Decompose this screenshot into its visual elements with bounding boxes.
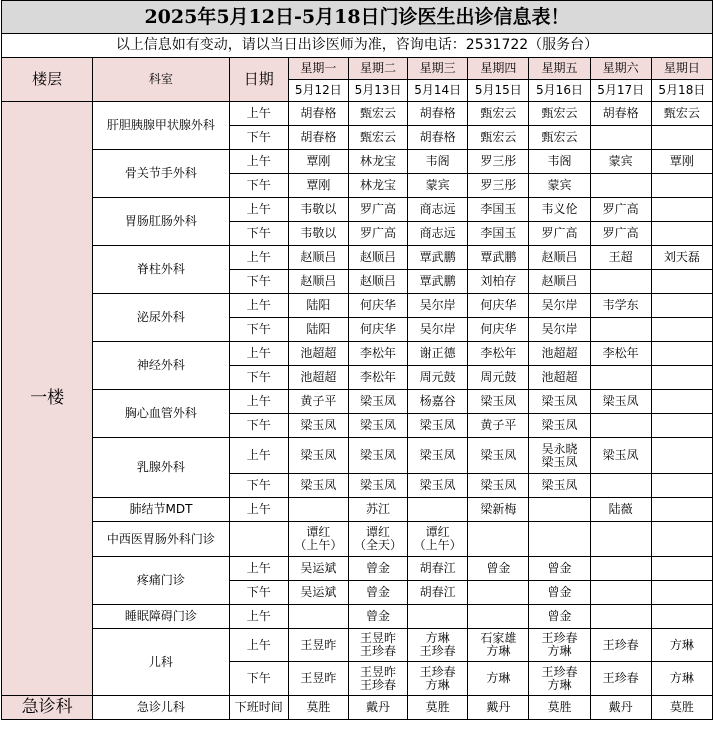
period-label: 下午 bbox=[229, 414, 288, 438]
doctor-cell: 吴运斌 bbox=[288, 557, 348, 581]
doctor-cell: 赵顺吕 bbox=[348, 270, 407, 294]
header-floor: 楼层 bbox=[2, 58, 93, 102]
doctor-cell: 李松年 bbox=[590, 342, 651, 366]
doctor-cell: 赵顺吕 bbox=[288, 270, 348, 294]
period-label: 下午 bbox=[229, 581, 288, 605]
period-label: 上午 bbox=[229, 498, 288, 522]
doctor-cell: 杨嘉谷 bbox=[408, 390, 468, 414]
doctor-cell: 罗广高 bbox=[529, 222, 590, 246]
doctor-cell: 韦阁 bbox=[408, 150, 468, 174]
doctor-cell: 池超超 bbox=[529, 342, 590, 366]
doctor-cell: 甄宏云 bbox=[468, 126, 529, 150]
doctor-cell: 莫胜 bbox=[288, 696, 348, 720]
doctor-cell bbox=[651, 126, 712, 150]
doctor-cell bbox=[590, 366, 651, 390]
header-dept: 科室 bbox=[93, 58, 229, 102]
doctor-cell bbox=[651, 174, 712, 198]
doctor-cell: 梁玉凤 bbox=[408, 438, 468, 474]
day-date: 5月18日 bbox=[651, 80, 712, 102]
doctor-cell: 覃武鹏 bbox=[408, 270, 468, 294]
doctor-cell: 梁玉凤 bbox=[348, 390, 407, 414]
doctor-cell: 梁玉凤 bbox=[288, 474, 348, 498]
doctor-cell: 陆薇 bbox=[590, 498, 651, 522]
period-label: 上午 bbox=[229, 246, 288, 270]
doctor-cell: 甄宏云 bbox=[529, 126, 590, 150]
period-label: 上午 bbox=[229, 294, 288, 318]
doctor-cell: 胡春格 bbox=[288, 102, 348, 126]
doctor-cell: 戴丹 bbox=[590, 696, 651, 720]
schedule-table bbox=[1, 0, 713, 720]
doctor-cell: 方琳 bbox=[651, 662, 712, 696]
doctor-cell bbox=[288, 498, 348, 522]
doctor-cell: 梁玉凤 bbox=[348, 474, 407, 498]
doctor-cell bbox=[590, 126, 651, 150]
doctor-cell: 罗广高 bbox=[348, 198, 407, 222]
doctor-cell: 苏江 bbox=[348, 498, 407, 522]
dept-name: 中西医胃肠外科门诊 bbox=[93, 522, 229, 557]
doctor-cell: 梁玉凤 bbox=[590, 390, 651, 414]
doctor-cell: 赵顺吕 bbox=[348, 246, 407, 270]
doctor-cell: 梁玉凤 bbox=[408, 474, 468, 498]
doctor-cell: 胡春格 bbox=[408, 102, 468, 126]
doctor-cell: 梁玉凤 bbox=[529, 390, 590, 414]
period-label: 下午 bbox=[229, 318, 288, 342]
doctor-cell: 胡春格 bbox=[288, 126, 348, 150]
doctor-cell: 甄宏云 bbox=[348, 102, 407, 126]
doctor-cell: 蒙宾 bbox=[590, 150, 651, 174]
doctor-cell: 李松年 bbox=[348, 366, 407, 390]
dept-name: 神经外科 bbox=[93, 342, 229, 390]
doctor-cell: 商志远 bbox=[408, 198, 468, 222]
doctor-cell: 刘柏存 bbox=[468, 270, 529, 294]
doctor-cell: 吴尔岸 bbox=[529, 318, 590, 342]
doctor-cell: 梁玉凤 bbox=[529, 474, 590, 498]
doctor-cell: 罗广高 bbox=[590, 222, 651, 246]
doctor-cell: 王超 bbox=[590, 246, 651, 270]
doctor-cell bbox=[651, 318, 712, 342]
doctor-cell: 王昱昨 王珍春 bbox=[348, 629, 407, 662]
doctor-cell bbox=[651, 342, 712, 366]
doctor-cell: 胡春格 bbox=[590, 102, 651, 126]
doctor-cell bbox=[468, 605, 529, 629]
doctor-cell bbox=[590, 474, 651, 498]
doctor-cell: 池超超 bbox=[288, 366, 348, 390]
doctor-cell: 梁玉凤 bbox=[468, 438, 529, 474]
doctor-cell: 谭红 （上午） bbox=[288, 522, 348, 557]
doctor-cell: 蒙宾 bbox=[529, 174, 590, 198]
doctor-cell: 梁玉凤 bbox=[288, 414, 348, 438]
doctor-cell: 陆阳 bbox=[288, 294, 348, 318]
doctor-cell: 吴尔岸 bbox=[529, 294, 590, 318]
doctor-cell: 梁新梅 bbox=[468, 498, 529, 522]
page-title: 2025年5月12日-5月18日门诊医生出诊信息表！ bbox=[2, 1, 713, 34]
doctor-cell: 何庆华 bbox=[348, 294, 407, 318]
doctor-cell: 覃武鹏 bbox=[408, 246, 468, 270]
doctor-cell: 戴丹 bbox=[348, 696, 407, 720]
doctor-cell: 韦敬以 bbox=[288, 222, 348, 246]
doctor-cell: 莫胜 bbox=[651, 696, 712, 720]
doctor-cell: 胡春江 bbox=[408, 557, 468, 581]
doctor-cell: 李松年 bbox=[468, 342, 529, 366]
doctor-cell: 梁玉凤 bbox=[468, 474, 529, 498]
period-label: 上午 bbox=[229, 342, 288, 366]
doctor-cell: 曾金 bbox=[529, 605, 590, 629]
doctor-cell: 梁玉凤 bbox=[348, 414, 407, 438]
doctor-cell: 王昱昨 王珍春 bbox=[348, 662, 407, 696]
doctor-cell bbox=[651, 414, 712, 438]
doctor-cell: 韦学东 bbox=[590, 294, 651, 318]
doctor-cell: 曾金 bbox=[348, 557, 407, 581]
doctor-cell: 方琳 bbox=[468, 662, 529, 696]
doctor-cell: 罗广高 bbox=[590, 198, 651, 222]
doctor-cell: 谭红 （上午） bbox=[408, 522, 468, 557]
day-name: 星期四 bbox=[468, 58, 529, 80]
doctor-cell: 韦义伦 bbox=[529, 198, 590, 222]
period-label: 上午 bbox=[229, 438, 288, 474]
day-name: 星期日 bbox=[651, 58, 712, 80]
doctor-cell: 池超超 bbox=[529, 366, 590, 390]
doctor-cell: 覃武鹏 bbox=[468, 246, 529, 270]
doctor-cell bbox=[651, 474, 712, 498]
doctor-cell bbox=[590, 270, 651, 294]
doctor-cell bbox=[590, 581, 651, 605]
day-date: 5月16日 bbox=[529, 80, 590, 102]
period-label: 上午 bbox=[229, 102, 288, 126]
doctor-cell bbox=[590, 557, 651, 581]
doctor-cell: 谢正德 bbox=[408, 342, 468, 366]
doctor-cell bbox=[468, 581, 529, 605]
doctor-cell: 王珍春 方琳 bbox=[529, 629, 590, 662]
doctor-cell: 蒙宾 bbox=[408, 174, 468, 198]
period-label: 上午 bbox=[229, 557, 288, 581]
doctor-cell: 林龙宝 bbox=[348, 150, 407, 174]
day-name: 星期三 bbox=[408, 58, 468, 80]
dept-name: 胃肠肛肠外科 bbox=[93, 198, 229, 246]
doctor-cell: 赵顺吕 bbox=[288, 246, 348, 270]
day-name: 星期二 bbox=[348, 58, 407, 80]
doctor-cell: 罗广高 bbox=[348, 222, 407, 246]
doctor-cell: 覃刚 bbox=[288, 174, 348, 198]
doctor-cell: 李松年 bbox=[348, 342, 407, 366]
day-name: 星期六 bbox=[590, 58, 651, 80]
doctor-cell bbox=[590, 318, 651, 342]
period-label: 上午 bbox=[229, 198, 288, 222]
doctor-cell: 莫胜 bbox=[408, 696, 468, 720]
day-date: 5月12日 bbox=[288, 80, 348, 102]
doctor-cell: 方琳 王珍春 bbox=[408, 629, 468, 662]
dept-name: 肺结节MDT bbox=[93, 498, 229, 522]
doctor-cell: 李国玉 bbox=[468, 222, 529, 246]
period-label: 上午 bbox=[229, 150, 288, 174]
day-date: 5月17日 bbox=[590, 80, 651, 102]
period-label: 下午 bbox=[229, 366, 288, 390]
doctor-cell: 方琳 bbox=[651, 629, 712, 662]
doctor-cell bbox=[651, 522, 712, 557]
doctor-cell bbox=[651, 438, 712, 474]
doctor-cell: 戴丹 bbox=[468, 696, 529, 720]
doctor-cell: 甄宏云 bbox=[529, 102, 590, 126]
doctor-cell bbox=[651, 390, 712, 414]
doctor-cell bbox=[651, 270, 712, 294]
doctor-cell: 甄宏云 bbox=[468, 102, 529, 126]
floor-label: 急诊科 bbox=[2, 696, 93, 720]
doctor-cell: 池超超 bbox=[288, 342, 348, 366]
period-label: 上午 bbox=[229, 605, 288, 629]
doctor-cell: 梁玉凤 bbox=[288, 438, 348, 474]
dept-name: 胸心血管外科 bbox=[93, 390, 229, 438]
doctor-cell bbox=[590, 522, 651, 557]
doctor-cell: 胡春江 bbox=[408, 581, 468, 605]
doctor-cell: 李国玉 bbox=[468, 198, 529, 222]
doctor-cell: 赵顺吕 bbox=[529, 246, 590, 270]
doctor-cell bbox=[529, 522, 590, 557]
doctor-cell bbox=[590, 174, 651, 198]
doctor-cell: 甄宏云 bbox=[348, 126, 407, 150]
doctor-cell: 周元鼓 bbox=[408, 366, 468, 390]
doctor-cell: 覃刚 bbox=[288, 150, 348, 174]
doctor-cell: 黄子平 bbox=[468, 414, 529, 438]
period-label: 上午 bbox=[229, 629, 288, 662]
day-name: 星期五 bbox=[529, 58, 590, 80]
doctor-cell: 刘天磊 bbox=[651, 246, 712, 270]
doctor-cell: 罗三彤 bbox=[468, 174, 529, 198]
dept-name: 乳腺外科 bbox=[93, 438, 229, 498]
doctor-cell: 覃刚 bbox=[651, 150, 712, 174]
doctor-cell bbox=[408, 498, 468, 522]
dept-name: 睡眠障碍门诊 bbox=[93, 605, 229, 629]
doctor-cell bbox=[651, 366, 712, 390]
doctor-cell bbox=[651, 581, 712, 605]
doctor-cell: 石家雄 方琳 bbox=[468, 629, 529, 662]
doctor-cell: 何庆华 bbox=[468, 294, 529, 318]
dept-name: 疼痛门诊 bbox=[93, 557, 229, 605]
doctor-cell: 曾金 bbox=[529, 581, 590, 605]
day-name: 星期一 bbox=[288, 58, 348, 80]
doctor-cell: 林龙宝 bbox=[348, 174, 407, 198]
doctor-cell: 曾金 bbox=[468, 557, 529, 581]
doctor-cell: 商志远 bbox=[408, 222, 468, 246]
period-label: 下午 bbox=[229, 174, 288, 198]
doctor-cell: 何庆华 bbox=[468, 318, 529, 342]
header-date: 日期 bbox=[229, 58, 288, 102]
day-date: 5月14日 bbox=[408, 80, 468, 102]
doctor-cell: 韦敬以 bbox=[288, 198, 348, 222]
period-label: 下午 bbox=[229, 662, 288, 696]
doctor-cell bbox=[468, 522, 529, 557]
doctor-cell: 罗三彤 bbox=[468, 150, 529, 174]
doctor-cell: 赵顺吕 bbox=[529, 270, 590, 294]
doctor-cell bbox=[590, 414, 651, 438]
dept-name: 肝胆胰腺甲状腺外科 bbox=[93, 102, 229, 150]
doctor-cell: 王珍春 bbox=[590, 662, 651, 696]
doctor-cell: 王珍春 方琳 bbox=[529, 662, 590, 696]
doctor-cell: 吴尔岸 bbox=[408, 318, 468, 342]
notice-text: 以上信息如有变动，请以当日出诊医师为准，咨询电话：2531722（服务台） bbox=[2, 34, 713, 58]
doctor-cell: 周元鼓 bbox=[468, 366, 529, 390]
day-date: 5月13日 bbox=[348, 80, 407, 102]
doctor-cell: 梁玉凤 bbox=[408, 414, 468, 438]
period-label: 下午 bbox=[229, 222, 288, 246]
doctor-cell: 吴尔岸 bbox=[408, 294, 468, 318]
dept-name: 急诊儿科 bbox=[93, 696, 229, 720]
doctor-cell: 谭红 （全天） bbox=[348, 522, 407, 557]
dept-name: 脊柱外科 bbox=[93, 246, 229, 294]
doctor-cell bbox=[590, 605, 651, 629]
doctor-cell bbox=[408, 605, 468, 629]
doctor-cell: 梁玉凤 bbox=[529, 414, 590, 438]
doctor-cell bbox=[651, 294, 712, 318]
doctor-cell bbox=[288, 605, 348, 629]
doctor-cell: 吴运斌 bbox=[288, 581, 348, 605]
doctor-cell: 韦阁 bbox=[529, 150, 590, 174]
doctor-cell: 胡春格 bbox=[408, 126, 468, 150]
doctor-cell: 黄子平 bbox=[288, 390, 348, 414]
doctor-cell: 何庆华 bbox=[348, 318, 407, 342]
doctor-cell: 王昱昨 bbox=[288, 629, 348, 662]
doctor-cell: 甄宏云 bbox=[651, 102, 712, 126]
doctor-cell: 曾金 bbox=[348, 605, 407, 629]
doctor-cell: 曾金 bbox=[348, 581, 407, 605]
doctor-cell bbox=[651, 498, 712, 522]
doctor-cell: 曾金 bbox=[529, 557, 590, 581]
doctor-cell bbox=[651, 557, 712, 581]
doctor-cell: 吴永晓 梁玉凤 bbox=[529, 438, 590, 474]
doctor-cell: 陆阳 bbox=[288, 318, 348, 342]
dept-name: 儿科 bbox=[93, 629, 229, 696]
day-date: 5月15日 bbox=[468, 80, 529, 102]
period-label: 下午 bbox=[229, 126, 288, 150]
doctor-cell: 梁玉凤 bbox=[468, 390, 529, 414]
doctor-cell: 王珍春 bbox=[590, 629, 651, 662]
floor-label: 一楼 bbox=[2, 102, 93, 696]
doctor-cell bbox=[651, 222, 712, 246]
period-label bbox=[229, 522, 288, 557]
period-label: 上午 bbox=[229, 390, 288, 414]
doctor-cell bbox=[651, 198, 712, 222]
doctor-cell: 梁玉凤 bbox=[590, 438, 651, 474]
doctor-cell bbox=[529, 498, 590, 522]
doctor-cell bbox=[651, 605, 712, 629]
doctor-cell: 王珍春 方琳 bbox=[408, 662, 468, 696]
doctor-cell: 莫胜 bbox=[529, 696, 590, 720]
doctor-cell: 王昱昨 bbox=[288, 662, 348, 696]
dept-name: 骨关节手外科 bbox=[93, 150, 229, 198]
doctor-cell: 梁玉凤 bbox=[348, 438, 407, 474]
period-label: 下班时间 bbox=[229, 696, 288, 720]
period-label: 下午 bbox=[229, 270, 288, 294]
dept-name: 泌尿外科 bbox=[93, 294, 229, 342]
period-label: 下午 bbox=[229, 474, 288, 498]
